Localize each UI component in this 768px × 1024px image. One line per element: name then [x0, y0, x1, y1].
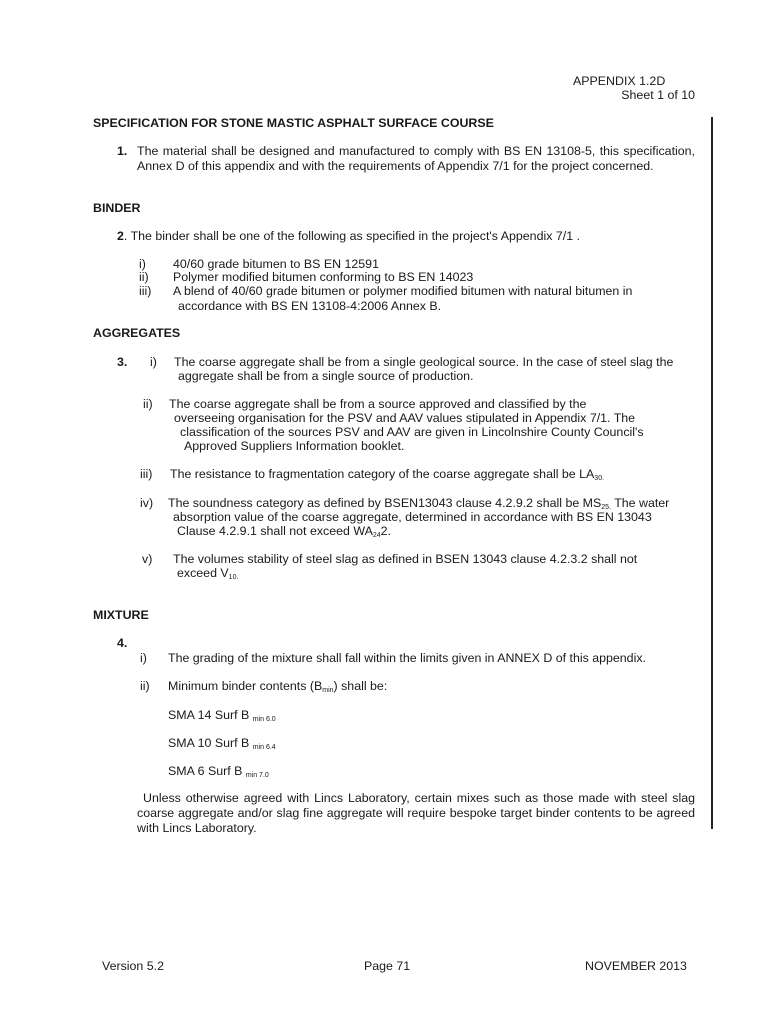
clause-2-intro: . The binder shall be one of the following as specified in the project's Appendix 7/1 . [123, 229, 580, 243]
mixture-i-text: The grading of the mixture shall fall within the limits given in ANNEX D of this appendix. [168, 651, 646, 665]
binder-item-text: A blend of 40/60 grade bitumen or polymer modified bitumen with natural bitumen in [173, 284, 633, 298]
footer-version: Version 5.2 [102, 959, 164, 973]
clause-4-number: 4. [117, 636, 128, 650]
binder-item-marker: iii) [139, 284, 152, 298]
binder-heading: BINDER [93, 201, 141, 215]
sma-requirement: SMA 14 Surf B $_{min 6.0}$ [168, 708, 276, 723]
aggregates-ii-line: classification of the sources PSV and AAV are given in Lincolnshire County Council's [180, 425, 644, 439]
aggregates-iv-marker: iv) [140, 496, 154, 510]
aggregates-ii-line: The coarse aggregate shall be from a source approved and classified by the [169, 397, 587, 411]
aggregates-v-line: exceed $V_{10.}$ [177, 566, 239, 581]
binder-item-text: 40/60 grade bitumen to BS EN 12591 [173, 257, 379, 271]
aggregates-iii-marker: iii) [140, 467, 153, 481]
aggregates-iv-line: absorption value of the coarse aggregate, determined in accordance with BS EN 13043 [173, 510, 652, 524]
clause-1-number: 1. [117, 144, 128, 158]
footer-page-number: Page 71 [364, 959, 411, 973]
aggregates-iv-line: Clause 4.2.9.1 shall not exceed $WA_{24}2$. [177, 524, 391, 539]
aggregates-i-line: The coarse aggregate shall be from a single geological source. In the case of steel slag the [174, 355, 674, 369]
aggregates-i-line: aggregate shall be from a single source of production. [178, 369, 474, 383]
mixture-note: Unless otherwise agreed with Lincs Laboratory, certain mixes such as those made with steel slag coarse aggregate and/or slag fine aggregate will require bespoke target binder contents to be agreed with Lincs Laboratory. [137, 791, 695, 835]
appendix-label: APPENDIX 1.2D [573, 74, 666, 88]
mixture-heading: MIXTURE [93, 608, 149, 622]
clause-1-text: The material shall be designed and manufactured to comply with BS EN 13108-5, this specification, Annex D of this appendix and with the requirements of Appendix 7/1 for the project concerned. [137, 144, 695, 173]
binder-item-marker: ii) [139, 270, 149, 284]
clause-2-statement [117, 229, 580, 244]
binder-item-text: Polymer modified bitumen conforming to BS EN 14023 [173, 270, 474, 284]
sheet-label: Sheet 1 of 10 [621, 88, 695, 102]
clause-2-number: 2 [117, 229, 124, 243]
sma-requirement: SMA 10 Surf B $_{min 6.4}$ [168, 736, 276, 751]
page-title: SPECIFICATION FOR STONE MASTIC ASPHALT SURFACE COURSE [93, 116, 494, 130]
aggregates-iii-text: The resistance to fragmentation category of the coarse aggregate shall be $LA_{30.}$ [170, 467, 605, 482]
aggregates-v-marker: v) [142, 552, 153, 566]
clause-3-number: 3. [117, 355, 128, 369]
aggregates-ii-marker: ii) [143, 397, 153, 411]
margin-rule [711, 117, 713, 829]
mixture-ii-marker: ii) [140, 679, 150, 693]
aggregates-iv-line: The soundness category as defined by BSEN13043 clause 4.2.9.2 shall be $MS_{25.}$ The water [168, 496, 670, 511]
aggregates-v-line: The volumes stability of steel slag as defined in BSEN 13043 clause 4.2.3.2 shall not [173, 552, 638, 566]
binder-item-continuation: accordance with BS EN 13108-4:2006 Annex B. [178, 299, 442, 313]
aggregates-ii-line: Approved Suppliers Information booklet. [184, 439, 405, 453]
sma-requirement: SMA 6 Surf B $_{min 7.0}$ [168, 764, 269, 779]
binder-item-marker: i) [139, 257, 146, 271]
mixture-i-marker: i) [140, 651, 147, 665]
mixture-ii-text: Minimum binder contents $(B_{min})$ shall be: [168, 679, 388, 694]
aggregates-ii-line: overseeing organisation for the PSV and AAV values stipulated in Appendix 7/1. The [174, 411, 636, 425]
footer-date: NOVEMBER 2013 [585, 959, 687, 973]
aggregates-heading: AGGREGATES [93, 326, 181, 340]
aggregates-i-marker: i) [150, 355, 157, 369]
